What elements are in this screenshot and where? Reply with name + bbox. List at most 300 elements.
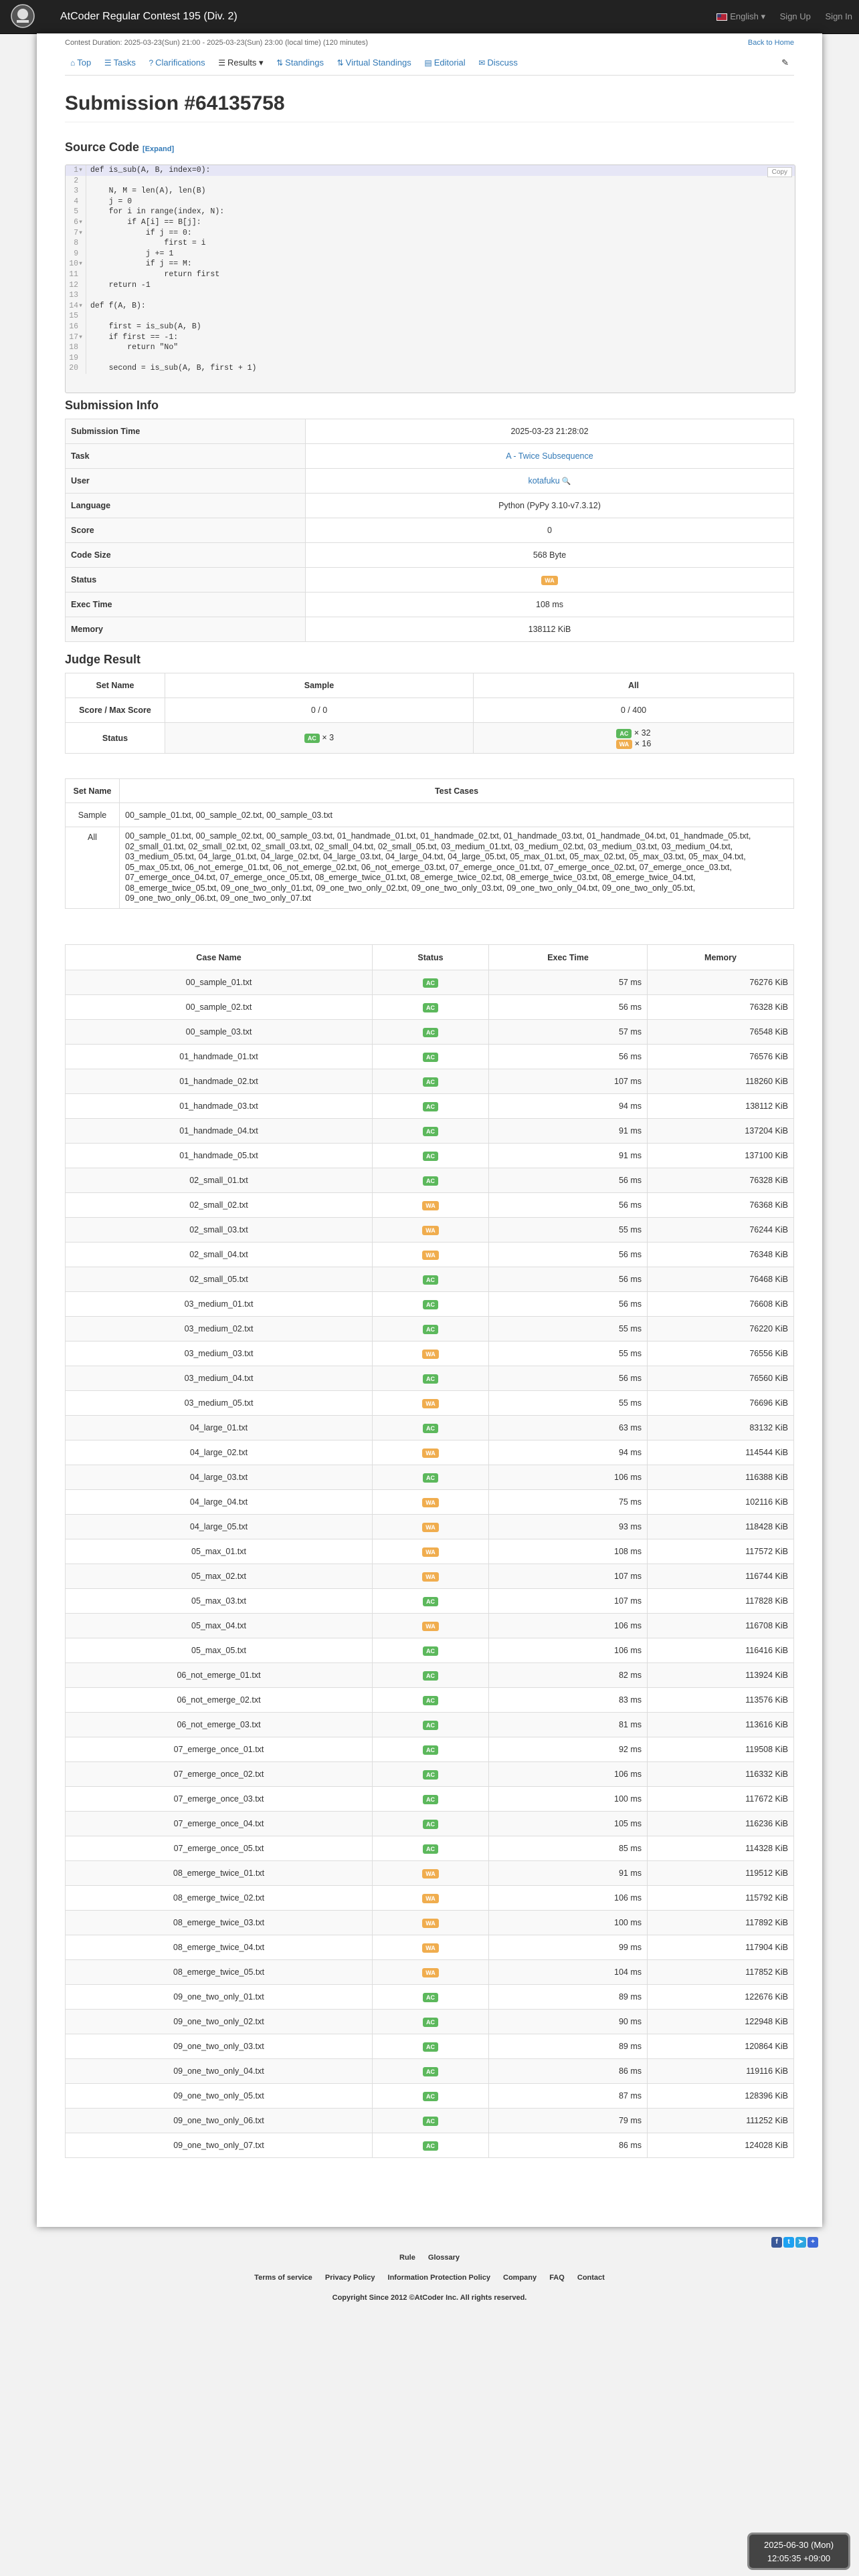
cell-memory: 113924 KiB xyxy=(648,1663,794,1688)
status-badge: WA xyxy=(422,1869,439,1879)
cell-memory: 76368 KiB xyxy=(648,1193,794,1218)
ac-badge: AC xyxy=(616,729,632,738)
status-badge: WA xyxy=(422,1498,439,1507)
code-line xyxy=(66,176,795,187)
cell-memory: 114328 KiB xyxy=(648,1836,794,1861)
line-number: 8 xyxy=(66,238,86,249)
cell-memory: 76548 KiB xyxy=(648,1020,794,1045)
table-row xyxy=(66,1762,794,1787)
cell-status xyxy=(373,1787,489,1812)
status-badge: AC xyxy=(423,1028,438,1037)
line-number: 1▾ xyxy=(66,165,86,176)
tab-results[interactable]: ☰ Results ▾ xyxy=(218,58,264,68)
cell-status xyxy=(373,1713,489,1737)
table-row xyxy=(66,1267,794,1292)
info-row xyxy=(66,469,794,494)
cell-status xyxy=(373,1168,489,1193)
cell-case-name: 07_emerge_once_03.txt xyxy=(66,1787,373,1812)
table-row xyxy=(66,1564,794,1589)
line-number: 17▾ xyxy=(66,332,86,343)
cell-memory: 76560 KiB xyxy=(648,1366,794,1391)
info-value xyxy=(306,593,794,617)
cell-case-name: 09_one_two_only_06.txt xyxy=(66,2109,373,2133)
cell-status xyxy=(373,1317,489,1341)
info-text: 108 ms xyxy=(536,600,563,609)
cell-exec-time: 107 ms xyxy=(489,1564,648,1589)
test-cases-table xyxy=(65,944,794,2158)
cell-status xyxy=(373,1960,489,1985)
info-value xyxy=(306,568,794,593)
footer-row-2 xyxy=(0,2274,859,2282)
cell-case-name: 05_max_04.txt xyxy=(66,1614,373,1638)
cell-case-name: 00_sample_02.txt xyxy=(66,995,373,1020)
table-row xyxy=(66,1391,794,1416)
search-icon[interactable]: 🔍 xyxy=(559,477,571,486)
line-number: 9 xyxy=(66,249,86,259)
cell-memory: 76696 KiB xyxy=(648,1391,794,1416)
cell-status xyxy=(373,1985,489,2010)
cell-exec-time: 79 ms xyxy=(489,2109,648,2133)
tab-clarifications[interactable]: ? Clarifications xyxy=(149,58,205,68)
cell-memory: 137100 KiB xyxy=(648,1144,794,1168)
cell-exec-time: 107 ms xyxy=(489,1589,648,1614)
cell-status xyxy=(373,1069,489,1094)
col-case-name[interactable]: Case Name xyxy=(66,945,373,970)
line-number: 6▾ xyxy=(66,217,86,228)
cell-exec-time: 100 ms xyxy=(489,1911,648,1935)
code-line xyxy=(66,165,795,176)
list-icon: ☰ xyxy=(104,58,112,68)
cell-status xyxy=(373,1663,489,1688)
table-row xyxy=(66,1020,794,1045)
info-text: Python (PyPy 3.10-v7.3.12) xyxy=(498,501,601,510)
table-row xyxy=(66,1490,794,1515)
info-value xyxy=(306,543,794,568)
source-code-heading: Source Code [Expand] xyxy=(65,140,175,154)
tab-editorial[interactable]: ▤ Editorial xyxy=(424,58,466,68)
status-badge: AC xyxy=(423,1275,438,1285)
cell-case-name: 06_not_emerge_02.txt xyxy=(66,1688,373,1713)
cell-status xyxy=(373,1094,489,1119)
status-badge: WA xyxy=(422,1523,439,1532)
table-row xyxy=(66,1614,794,1638)
status-badge: AC xyxy=(423,2117,438,2126)
cell-case-name: 03_medium_05.txt xyxy=(66,1391,373,1416)
code-text: if j == 0: xyxy=(90,228,192,237)
wa-count: × 16 xyxy=(634,738,652,748)
line-number: 18 xyxy=(66,342,86,353)
info-value xyxy=(306,518,794,543)
cell-memory: 119508 KiB xyxy=(648,1737,794,1762)
cell-case-name: 07_emerge_once_02.txt xyxy=(66,1762,373,1787)
cell-case-name: 06_not_emerge_03.txt xyxy=(66,1713,373,1737)
info-row xyxy=(66,494,794,518)
tab-discuss[interactable]: ✉ Discuss xyxy=(478,58,518,68)
cell-memory: 124028 KiB xyxy=(648,2133,794,2158)
cell-exec-time: 94 ms xyxy=(489,1094,648,1119)
task-link[interactable]: A - Twice Subsequence xyxy=(506,451,593,461)
table-row xyxy=(66,2133,794,2158)
table-row xyxy=(66,1515,794,1539)
cell-exec-time: 75 ms xyxy=(489,1490,648,1515)
cell-case-name: 07_emerge_once_04.txt xyxy=(66,1812,373,1836)
table-row xyxy=(66,1366,794,1391)
footer-link-rule[interactable]: Rule xyxy=(399,2254,415,2262)
contest-duration: Contest Duration: 2025-03-23(Sun) 21:00 - 2025-03-23(Sun) 23:00 (local time) (120 minutes) xyxy=(65,39,369,47)
cell-memory: 117572 KiB xyxy=(648,1539,794,1564)
cell-case-name: 02_small_04.txt xyxy=(66,1243,373,1267)
cell-case-name: 08_emerge_twice_04.txt xyxy=(66,1935,373,1960)
status-badge: WA xyxy=(422,1968,439,1977)
info-label: Task xyxy=(66,444,306,469)
cell-status xyxy=(373,1589,489,1614)
cell-memory: 138112 KiB xyxy=(648,1094,794,1119)
table-row xyxy=(66,1144,794,1168)
cell-memory: 76576 KiB xyxy=(648,1045,794,1069)
cell-status xyxy=(373,1465,489,1490)
col-test-cases: Test Cases xyxy=(120,779,794,803)
cell-exec-time: 107 ms xyxy=(489,1069,648,1094)
code-text: return "No" xyxy=(90,343,179,352)
cell-status xyxy=(373,1688,489,1713)
back-to-home-link[interactable]: Back to Home xyxy=(747,39,794,47)
pin-icon[interactable]: ✎ xyxy=(781,58,789,68)
cell-status xyxy=(373,2059,489,2084)
cell-status xyxy=(373,1861,489,1886)
judge-summary-table xyxy=(65,673,794,754)
cell-case-name: 09_one_two_only_01.txt xyxy=(66,1985,373,2010)
cell-exec-time: 56 ms xyxy=(489,1045,648,1069)
clock-time: 12:05:35 +09:00 xyxy=(767,2553,831,2563)
cell-case-name: 01_handmade_04.txt xyxy=(66,1119,373,1144)
status-badge: WA xyxy=(422,1572,439,1582)
cell-status xyxy=(373,1638,489,1663)
cell-case-name: 02_small_01.txt xyxy=(66,1168,373,1193)
code-text: return first xyxy=(90,270,220,279)
col-sample: Sample xyxy=(165,673,474,698)
status-badge: AC xyxy=(423,1300,438,1309)
status-badge: WA xyxy=(422,1350,439,1359)
status-badge: AC xyxy=(423,1696,438,1705)
status-badge: WA xyxy=(541,576,558,585)
cell-exec-time: 56 ms xyxy=(489,995,648,1020)
table-row xyxy=(66,1465,794,1490)
submission-info-heading: Submission Info xyxy=(65,399,159,412)
status-badge: AC xyxy=(423,1745,438,1755)
code-text: j = 0 xyxy=(90,197,132,206)
footer-link-privacy[interactable]: Privacy Policy xyxy=(324,2274,375,2282)
info-label: Memory xyxy=(66,617,306,642)
footer-link-terms[interactable]: Terms of service xyxy=(254,2274,312,2282)
cell-memory: 119116 KiB xyxy=(648,2059,794,2084)
cell-case-name: 04_large_03.txt xyxy=(66,1465,373,1490)
cell-status xyxy=(373,2034,489,2059)
cell-status xyxy=(373,970,489,995)
footer xyxy=(0,2254,859,2314)
info-row xyxy=(66,518,794,543)
table-row xyxy=(66,1292,794,1317)
cell-status xyxy=(373,2084,489,2109)
copy-button[interactable]: Copy xyxy=(767,167,792,177)
table-row xyxy=(66,2084,794,2109)
cell-exec-time: 91 ms xyxy=(489,1861,648,1886)
code-text: def f(A, B): xyxy=(90,301,146,310)
cell-status xyxy=(373,1243,489,1267)
cell-exec-time: 106 ms xyxy=(489,1614,648,1638)
status-badge: AC xyxy=(423,1152,438,1161)
col-status[interactable]: Status xyxy=(373,945,489,970)
tab-virtual-standings[interactable]: ⇅ Virtual Standings xyxy=(337,58,411,68)
info-label: Language xyxy=(66,494,306,518)
cell-exec-time: 55 ms xyxy=(489,1341,648,1366)
status-badge: WA xyxy=(422,1399,439,1408)
cell-memory: 118260 KiB xyxy=(648,1069,794,1094)
cell-exec-time: 56 ms xyxy=(489,1292,648,1317)
cell-memory: 128396 KiB xyxy=(648,2084,794,2109)
top-navbar xyxy=(0,0,859,34)
twitter-icon[interactable]: t xyxy=(783,2237,794,2248)
table-row xyxy=(66,1638,794,1663)
cell-memory: 83132 KiB xyxy=(648,1416,794,1440)
cell-exec-time: 91 ms xyxy=(489,1119,648,1144)
tab-standings[interactable]: ⇅ Standings xyxy=(276,58,324,68)
table-row xyxy=(66,1836,794,1861)
table-row xyxy=(66,2034,794,2059)
cell-status xyxy=(373,1292,489,1317)
info-label: Status xyxy=(66,568,306,593)
ac-count: × 3 xyxy=(322,733,335,742)
footer-link-contact[interactable]: Contact xyxy=(577,2274,605,2282)
cell-memory: 117892 KiB xyxy=(648,1911,794,1935)
line-number: 10▾ xyxy=(66,259,86,270)
status-badge: WA xyxy=(422,1547,439,1557)
cell-case-name: 04_large_02.txt xyxy=(66,1440,373,1465)
info-label: Submission Time xyxy=(66,419,306,444)
cell-status xyxy=(373,1836,489,1861)
cell-case-name: 03_medium_01.txt xyxy=(66,1292,373,1317)
status-badge: AC xyxy=(423,1127,438,1136)
cell-case-name: 08_emerge_twice_02.txt xyxy=(66,1886,373,1911)
cell-status xyxy=(373,995,489,1020)
cell-exec-time: 83 ms xyxy=(489,1688,648,1713)
col-memory[interactable]: Memory xyxy=(648,945,794,970)
home-icon: ⌂ xyxy=(70,58,76,68)
cell-case-name: 05_max_05.txt xyxy=(66,1638,373,1663)
cell-exec-time: 82 ms xyxy=(489,1663,648,1688)
table-row xyxy=(66,970,794,995)
cell-case-name: 07_emerge_once_01.txt xyxy=(66,1737,373,1762)
cell-status xyxy=(373,1045,489,1069)
code-line xyxy=(66,301,795,312)
status-badge: AC xyxy=(423,1597,438,1606)
status-badge: AC xyxy=(423,1053,438,1062)
code-line xyxy=(66,259,795,270)
contest-title[interactable]: AtCoder Regular Contest 195 (Div. 2) xyxy=(60,11,237,22)
status-badge: AC xyxy=(423,978,438,988)
code-lines xyxy=(66,165,795,374)
cell-status xyxy=(373,2010,489,2034)
table-row xyxy=(66,1911,794,1935)
cell-status xyxy=(373,1416,489,1440)
cell-exec-time: 56 ms xyxy=(489,1366,648,1391)
share-buttons xyxy=(770,2236,818,2248)
cell-exec-time: 89 ms xyxy=(489,2034,648,2059)
cell-status xyxy=(373,1366,489,1391)
sign-in-link[interactable]: Sign In xyxy=(825,11,852,21)
cell-status xyxy=(373,1267,489,1292)
status-label: Status xyxy=(66,723,165,754)
code-line xyxy=(66,342,795,353)
cell-exec-time: 63 ms xyxy=(489,1416,648,1440)
table-row xyxy=(66,1886,794,1911)
cell-memory: 118428 KiB xyxy=(648,1515,794,1539)
footer-link-company[interactable]: Company xyxy=(503,2274,537,2282)
atcoder-logo[interactable] xyxy=(9,3,36,29)
cell-memory: 116744 KiB xyxy=(648,1564,794,1589)
copyright: Copyright Since 2012 ©AtCoder Inc. All rights reserved. xyxy=(332,2294,527,2302)
cell-exec-time: 55 ms xyxy=(489,1391,648,1416)
cell-case-name: 03_medium_03.txt xyxy=(66,1341,373,1366)
table-row xyxy=(66,1218,794,1243)
table-row xyxy=(66,1960,794,1985)
table-row xyxy=(66,1935,794,1960)
all-status xyxy=(474,723,794,754)
info-value xyxy=(306,469,794,494)
code-text: return -1 xyxy=(90,280,151,290)
cell-case-name: 09_one_two_only_05.txt xyxy=(66,2084,373,2109)
table-row xyxy=(66,1440,794,1465)
table-row xyxy=(66,2059,794,2084)
question-icon: ? xyxy=(149,58,154,68)
judge-result-heading: Judge Result xyxy=(65,653,141,666)
info-value xyxy=(306,617,794,642)
status-badge: AC xyxy=(423,1770,438,1780)
status-badge: AC xyxy=(423,1424,438,1433)
status-badge: AC xyxy=(423,1176,438,1186)
status-badge: AC xyxy=(423,1325,438,1334)
submission-info-table xyxy=(65,419,794,642)
source-code-block[interactable] xyxy=(65,165,795,393)
cell-status xyxy=(373,1119,489,1144)
set-all-name: All xyxy=(66,827,120,909)
cell-case-name: 05_max_02.txt xyxy=(66,1564,373,1589)
cell-exec-time: 104 ms xyxy=(489,1960,648,1985)
cell-memory: 116236 KiB xyxy=(648,1812,794,1836)
line-number: 4 xyxy=(66,197,86,207)
cell-exec-time: 94 ms xyxy=(489,1440,648,1465)
code-line xyxy=(66,238,795,249)
cell-memory: 76220 KiB xyxy=(648,1317,794,1341)
info-value xyxy=(306,444,794,469)
telegram-icon[interactable]: ➤ xyxy=(795,2237,806,2248)
user-link[interactable]: kotafuku xyxy=(528,476,560,486)
cell-case-name: 02_small_05.txt xyxy=(66,1267,373,1292)
table-row xyxy=(66,1168,794,1193)
cell-status xyxy=(373,1144,489,1168)
code-line xyxy=(66,249,795,259)
status-badge: AC xyxy=(423,2092,438,2101)
code-text: if A[i] == B[j]: xyxy=(90,217,201,227)
table-row xyxy=(66,1069,794,1094)
cell-memory: 117828 KiB xyxy=(648,1589,794,1614)
cell-exec-time: 108 ms xyxy=(489,1539,648,1564)
footer-link-info-protection[interactable]: Information Protection Policy xyxy=(387,2274,490,2282)
line-number: 12 xyxy=(66,280,86,291)
cell-case-name: 01_handmade_02.txt xyxy=(66,1069,373,1094)
cell-exec-time: 105 ms xyxy=(489,1812,648,1836)
cell-case-name: 06_not_emerge_01.txt xyxy=(66,1663,373,1688)
status-badge: WA xyxy=(422,1622,439,1631)
cell-status xyxy=(373,1440,489,1465)
table-row xyxy=(66,1341,794,1366)
code-line xyxy=(66,217,795,228)
col-exec-time[interactable]: Exec Time xyxy=(489,945,648,970)
tab-top[interactable]: ⌂ Top xyxy=(70,58,92,68)
cell-exec-time: 56 ms xyxy=(489,1267,648,1292)
cell-case-name: 07_emerge_once_05.txt xyxy=(66,1836,373,1861)
cell-status xyxy=(373,1391,489,1416)
us-flag-icon xyxy=(717,13,727,21)
table-row xyxy=(66,1812,794,1836)
status-badge: AC xyxy=(423,1003,438,1012)
tab-tasks[interactable]: ☰ Tasks xyxy=(104,58,136,68)
expand-link[interactable]: [Expand] xyxy=(142,145,175,153)
code-line xyxy=(66,332,795,343)
line-number: 7▾ xyxy=(66,228,86,239)
cell-status xyxy=(373,1341,489,1366)
cell-status xyxy=(373,1020,489,1045)
cell-status xyxy=(373,1911,489,1935)
cell-status xyxy=(373,1564,489,1589)
cell-memory: 76328 KiB xyxy=(648,1168,794,1193)
cell-memory: 111252 KiB xyxy=(648,2109,794,2133)
cell-memory: 76608 KiB xyxy=(648,1292,794,1317)
facebook-icon[interactable]: f xyxy=(771,2237,782,2248)
footer-link-glossary[interactable]: Glossary xyxy=(427,2254,460,2262)
line-number: 2 xyxy=(66,176,86,187)
info-value xyxy=(306,494,794,518)
cell-exec-time: 86 ms xyxy=(489,2059,648,2084)
line-number: 11 xyxy=(66,270,86,280)
table-row xyxy=(66,1985,794,2010)
share-plus-icon[interactable]: + xyxy=(807,2237,818,2248)
status-badge: WA xyxy=(422,1251,439,1260)
cell-exec-time: 55 ms xyxy=(489,1317,648,1341)
main-panel xyxy=(37,33,822,2246)
info-label: Exec Time xyxy=(66,593,306,617)
language-selector[interactable]: English ▾ xyxy=(717,11,765,21)
status-badge: WA xyxy=(422,1943,439,1953)
cell-exec-time: 93 ms xyxy=(489,1515,648,1539)
cell-exec-time: 57 ms xyxy=(489,970,648,995)
info-text: 138112 KiB xyxy=(528,625,571,634)
cell-exec-time: 85 ms xyxy=(489,1836,648,1861)
cell-memory: 122948 KiB xyxy=(648,2010,794,2034)
score-label: Score / Max Score xyxy=(66,698,165,723)
line-number: 3 xyxy=(66,186,86,197)
table-row xyxy=(66,1589,794,1614)
set-all-cases: 00_sample_01.txt, 00_sample_02.txt, 00_sample_03.txt, 01_handmade_01.txt, 01_handmade_02.txt, 01_handmade_03.txt, 01_handmade_04.txt, 01_handmade_05.txt, 02_small_01.txt, 02_small_02.txt, 02_small_03.txt, 02_small_04.txt, 02_small_05.txt, 03_medium_01.txt, 03_medium_02.txt, 03_medium_03.txt, 03_medium_04.txt, 03_medium_05.txt, 04_large_01.txt, 04_large_02.txt, 04_large_03.txt, 04_large_04.txt, 04_large_05.txt, 05_max_01.txt, 05_max_02.txt, 05_max_03.txt, 05_max_04.txt, 05_max_05.txt, 06_not_emerge_01.txt, 06_not_emerge_02.txt, 06_not_emerge_03.txt, 07_emerge_once_01.txt, 07_emerge_once_02.txt, 07_emerge_once_03.txt, 07_emerge_once_04.txt, 07_emerge_once_05.txt, 08_emerge_twice_01.txt, 08_emerge_twice_02.txt, 08_emerge_twice_03.txt, 08_emerge_twice_04.txt, 08_emerge_twice_05.txt, 09_one_two_only_01.txt, 09_one_two_only_02.txt, 09_one_two_only_03.txt, 09_one_two_only_04.txt, 09_one_two_only_05.txt, 09_one_two_only_06.txt, 09_one_two_only_07.txt xyxy=(120,827,794,909)
footer-link-faq[interactable]: FAQ xyxy=(549,2274,565,2282)
cell-exec-time: 106 ms xyxy=(489,1886,648,1911)
col-set-name: Set Name xyxy=(66,779,120,803)
status-badge: WA xyxy=(422,1919,439,1928)
status-badge: WA xyxy=(422,1894,439,1903)
cell-memory: 137204 KiB xyxy=(648,1119,794,1144)
sign-up-link[interactable]: Sign Up xyxy=(779,11,811,21)
line-number: 20 xyxy=(66,363,86,374)
cell-memory: 113576 KiB xyxy=(648,1688,794,1713)
